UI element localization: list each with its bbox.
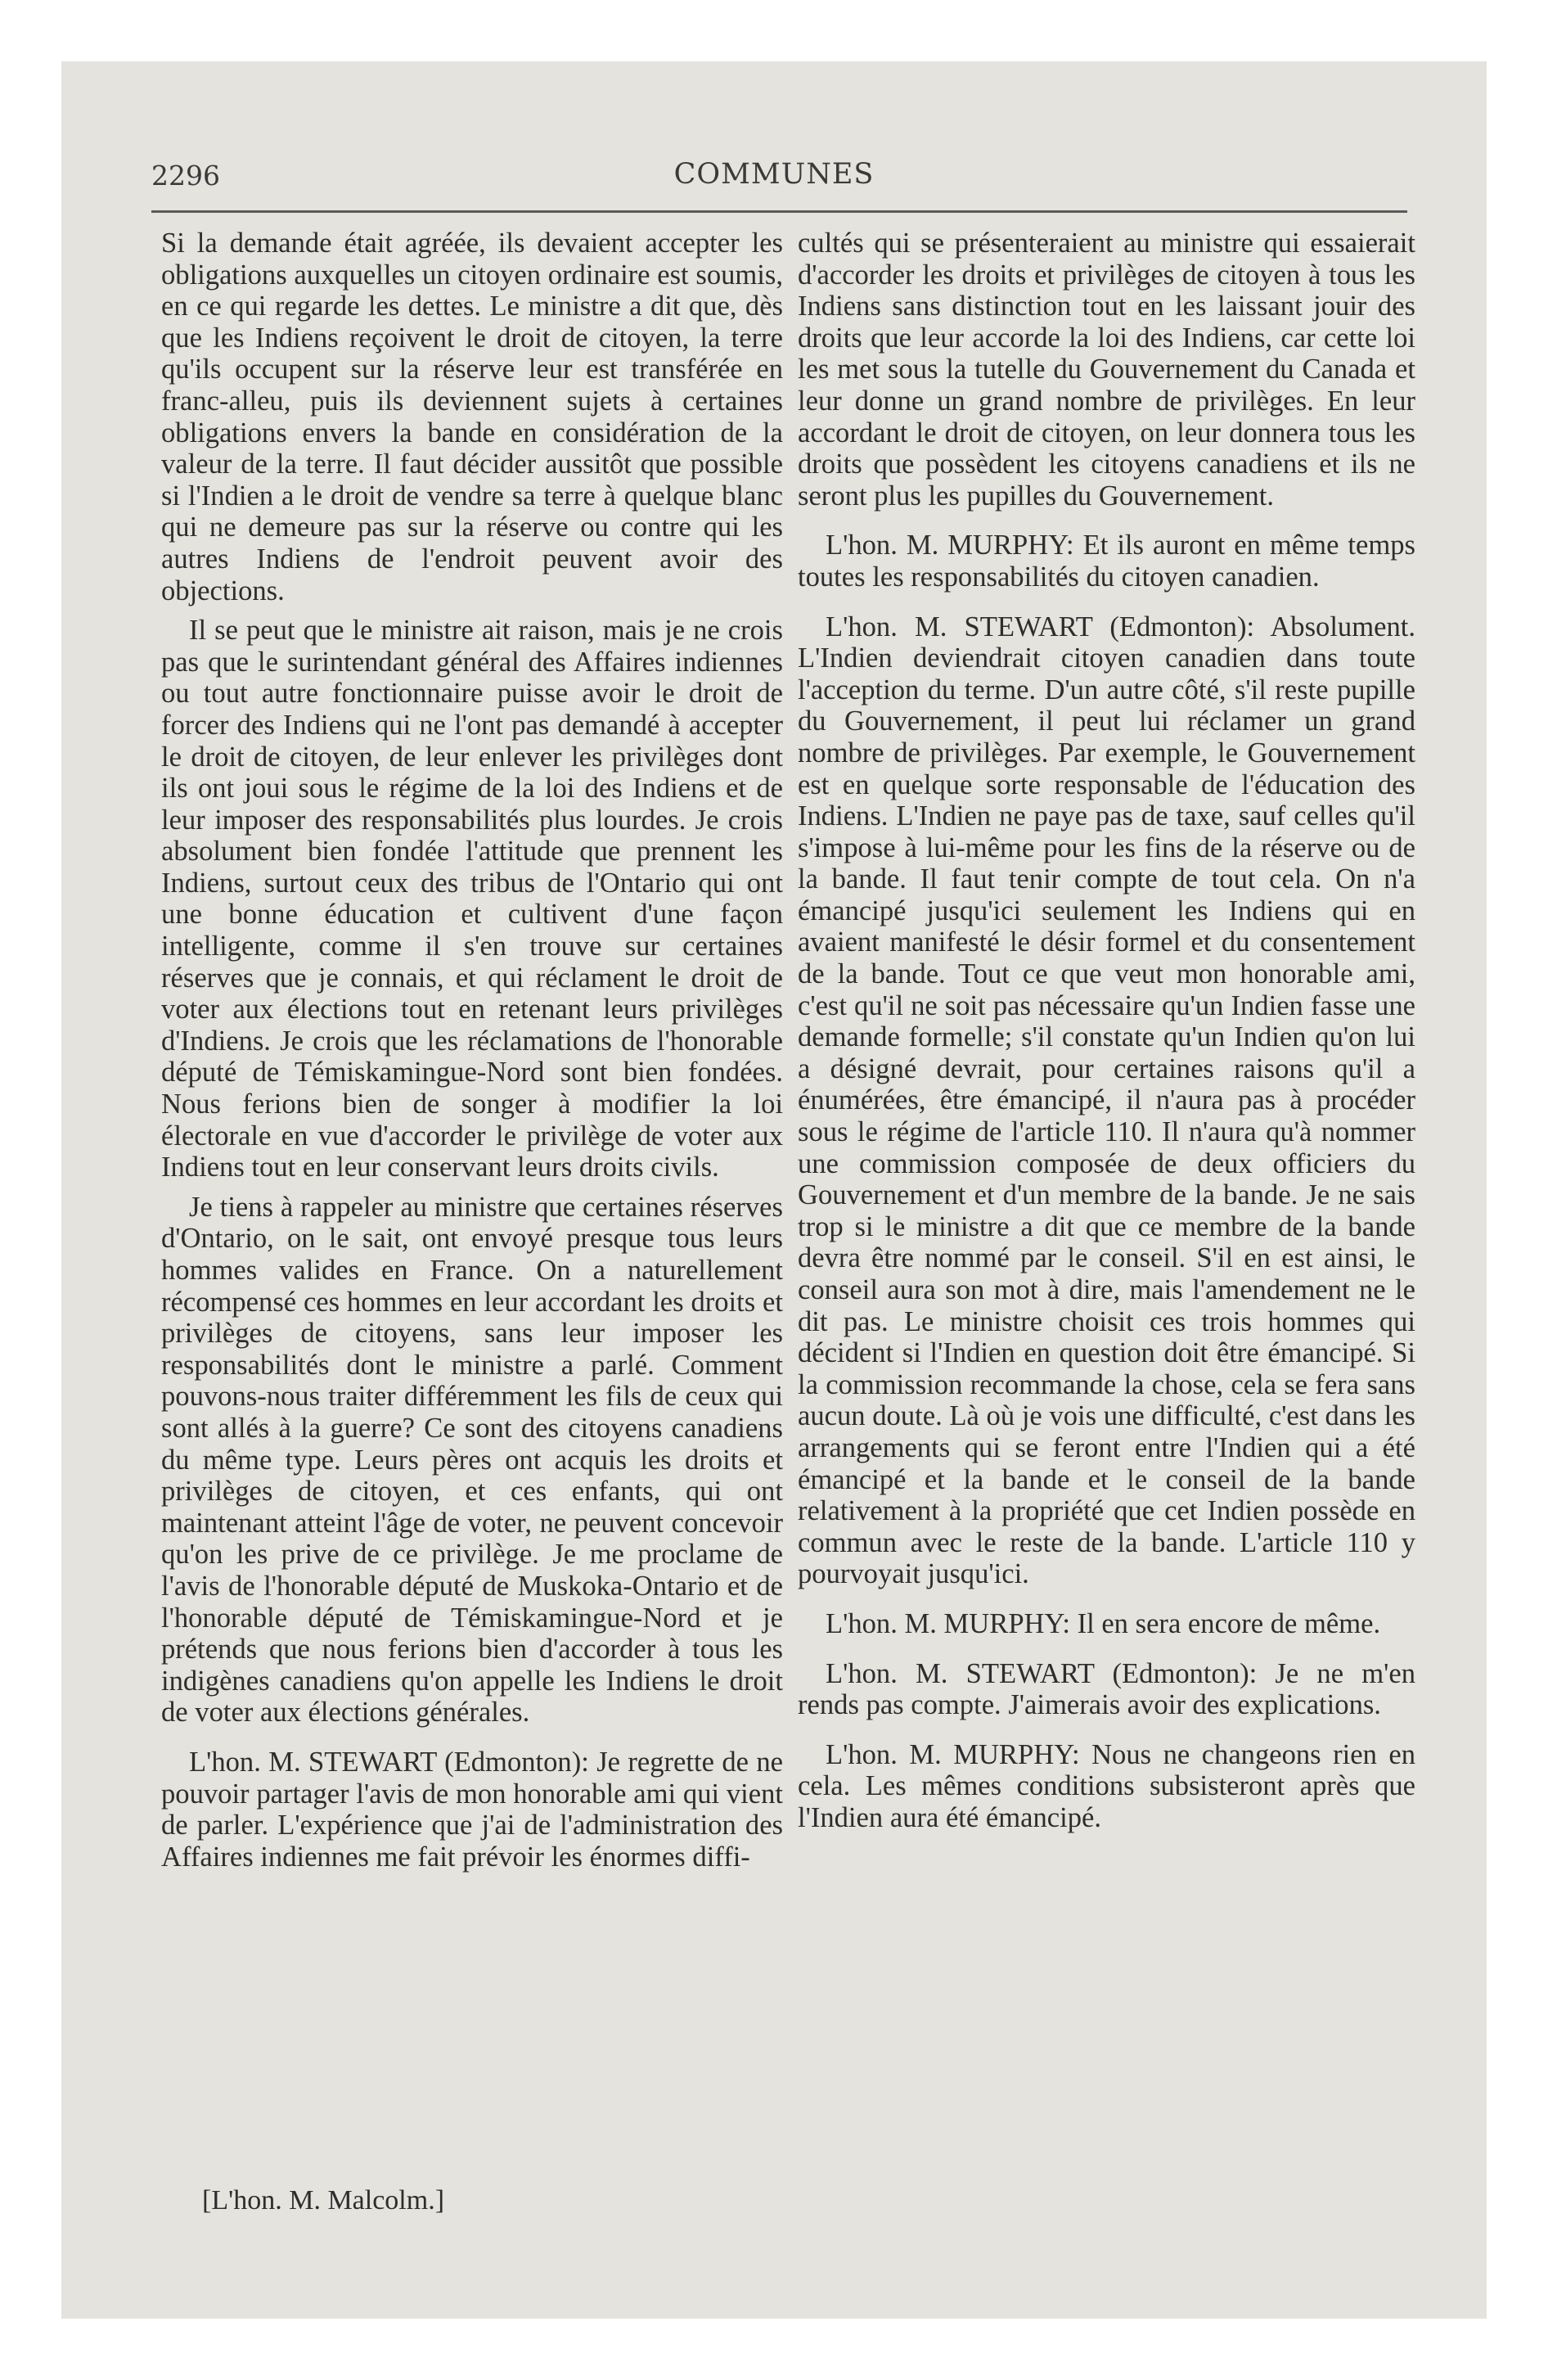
- paragraph: L'hon. M. MURPHY: Il en sera encore de même.: [826, 1607, 1381, 1639]
- paragraph: L'hon. M. STEWART (Edmonton): Je ne m'en rends pas compte. J'aimerais avoir des explications.: [798, 1657, 1415, 1721]
- right-column: [798, 228, 1415, 1842]
- left-column: [161, 228, 783, 1881]
- paragraph: cultés qui se présenteraient au ministre qui essaierait d'accorder les droits et privilèges de citoyen à tous les Indiens sans distinction tout en les laissant jouir des droits que leur accorde la loi des Indiens, car cette loi les met sous la tutelle du Gouvernement du Canada et leur donne un grand nombre de privilèges. En leur accordant le droit de citoyen, on leur donnera tous les droits que possèdent les citoyens canadiens et ils ne seront plus les pupilles du Gouvernement.: [798, 228, 1415, 512]
- paragraph: Il se peut que le ministre ait raison, mais je ne crois pas que le surintendant général des Affaires indiennes ou tout autre fonctionnaire puisse avoir le droit de forcer des Indiens qui ne l'ont pas demandé à accepter le droit de citoyen, de leur enlever les privilèges dont ils ont joui sous le régime de la loi des Indiens et de leur imposer des responsabilités plus lourdes. Je crois absolument bien fondée l'attitude que prennent les Indiens, surtout ceux des tribus de l'Ontario qui ont une bonne éducation et cultivent d'une façon intelligente, comme il s'en trouve sur certaines réserves que je connais, et qui réclament le droit de voter aux élections tout en retenant leurs privilèges d'Indiens. Je crois que les réclamations de l'honorable député de Témiskamingue-Nord sont bien fondées. Nous ferions bien de songer à modifier la loi électorale en vue d'accorder le privilège de voter aux Indiens tout en leur conservant leurs droits civils.: [161, 615, 783, 1183]
- paragraph: L'hon. M. STEWART (Edmonton): Je regrette de ne pouvoir partager l'avis de mon honorable ami qui vient de parler. L'expérience que j'ai de l'administration des Affaires indiennes me fait prévoir les énormes diffi-: [161, 1746, 783, 1873]
- header-rule: [151, 210, 1407, 213]
- paragraph: L'hon. M. MURPHY: Nous ne changeons rien en cela. Les mêmes conditions subsisteront après que l'Indien aura été émancipé.: [798, 1738, 1415, 1833]
- page-number: 2296: [151, 160, 220, 192]
- speaker-footnote: [L'hon. M. Malcolm.]: [202, 2185, 445, 2215]
- paragraph: L'hon. M. MURPHY: Et ils auront en même temps toutes les responsabilités du citoyen canadien.: [798, 530, 1415, 593]
- paragraph: Si la demande était agréée, ils devaient accepter les obligations auxquelles un citoyen ordinaire est soumis, en ce qui regarde les dettes. Le ministre a dit que, dès que les Indiens reçoivent le droit de citoyen, la terre qu'ils occupent sur la réserve leur est transférée en franc-alleu, puis ils deviennent sujets à certaines obligations envers la bande en considération de la valeur de la terre. Il faut décider aussitôt que possible si l'Indien a le droit de vendre sa terre à quelque blanc qui ne demeure pas sur la réserve ou contre qui les autres Indiens de l'endroit peuvent avoir des objections.: [161, 228, 783, 606]
- paragraph: Je tiens à rappeler au ministre que certaines réserves d'Ontario, on le sait, ont envoyé presque tous leurs hommes valides en France. On a naturellement récompensé ces hommes en leur accordant les droits et privilèges de citoyens, sans leur imposer les responsabilités dont le ministre a parlé. Comment pouvons-nous traiter différemment les fils de ceux qui sont allés à la guerre? Ce sont des citoyens canadiens du même type. Leurs pères ont acquis les droits et privilèges de citoyen, et ces enfants, qui ont maintenant atteint l'âge de voter, ne peuvent concevoir qu'on les prive de ce privilège. Je me proclame de l'avis de l'honorable député de Muskoka-Ontario et de l'honorable député de Témiskamingue-Nord et je prétends que nous ferions bien d'accorder à tous les indigènes canadiens qu'on appelle les Indiens le droit de voter aux élections générales.: [161, 1191, 783, 1729]
- paragraph: L'hon. M. STEWART (Edmonton): Absolument. L'Indien deviendrait citoyen canadien dans toute l'acception du terme. D'un autre côté, s'il reste pupille du Gouvernement, il peut lui réclamer un grand nombre de privilèges. Par exemple, le Gouvernement est en quelque sorte responsable de l'éducation des Indiens. L'Indien ne paye pas de taxe, sauf celles qu'il s'impose à lui-même pour les fins de la réserve ou de la bande. Il faut tenir compte de tout cela. On n'a émancipé jusqu'ici seulement les Indiens qui en avaient manifesté le désir formel et du consentement de la bande. Tout ce que veut mon honorable ami, c'est qu'il ne soit pas nécessaire qu'un Indien fasse une demande formelle; s'il constate qu'un Indien qu'on lui a désigné devrait, pour certaines raisons qu'il a énumérées, être émancipé, il n'aura pas à procéder sous le régime de l'article 110. Il n'aura qu'à nommer une commission composée de deux officiers du Gouvernement et d'un membre de la bande. Je ne sais trop si le ministre a dit que ce membre de la bande devra être nommé par le conseil. S'il en est ainsi, le conseil aura son mot à dire, mais l'amendement ne le dit pas. Le ministre choisit ces trois hommes qui décident si l'Indien en question doit être émancipé. Si la commission recommande la chose, cela se fera sans aucun doute. Là où je vois une difficulté, c'est dans les arrangements qui se feront entre l'Indien qui a été émancipé et la bande et le conseil de la bande relativement à la propriété que cet Indien possède en commun avec le reste de la bande. L'article 110 y pourvoyait jusqu'ici.: [798, 611, 1415, 1590]
- running-title: COMMUNES: [673, 158, 875, 191]
